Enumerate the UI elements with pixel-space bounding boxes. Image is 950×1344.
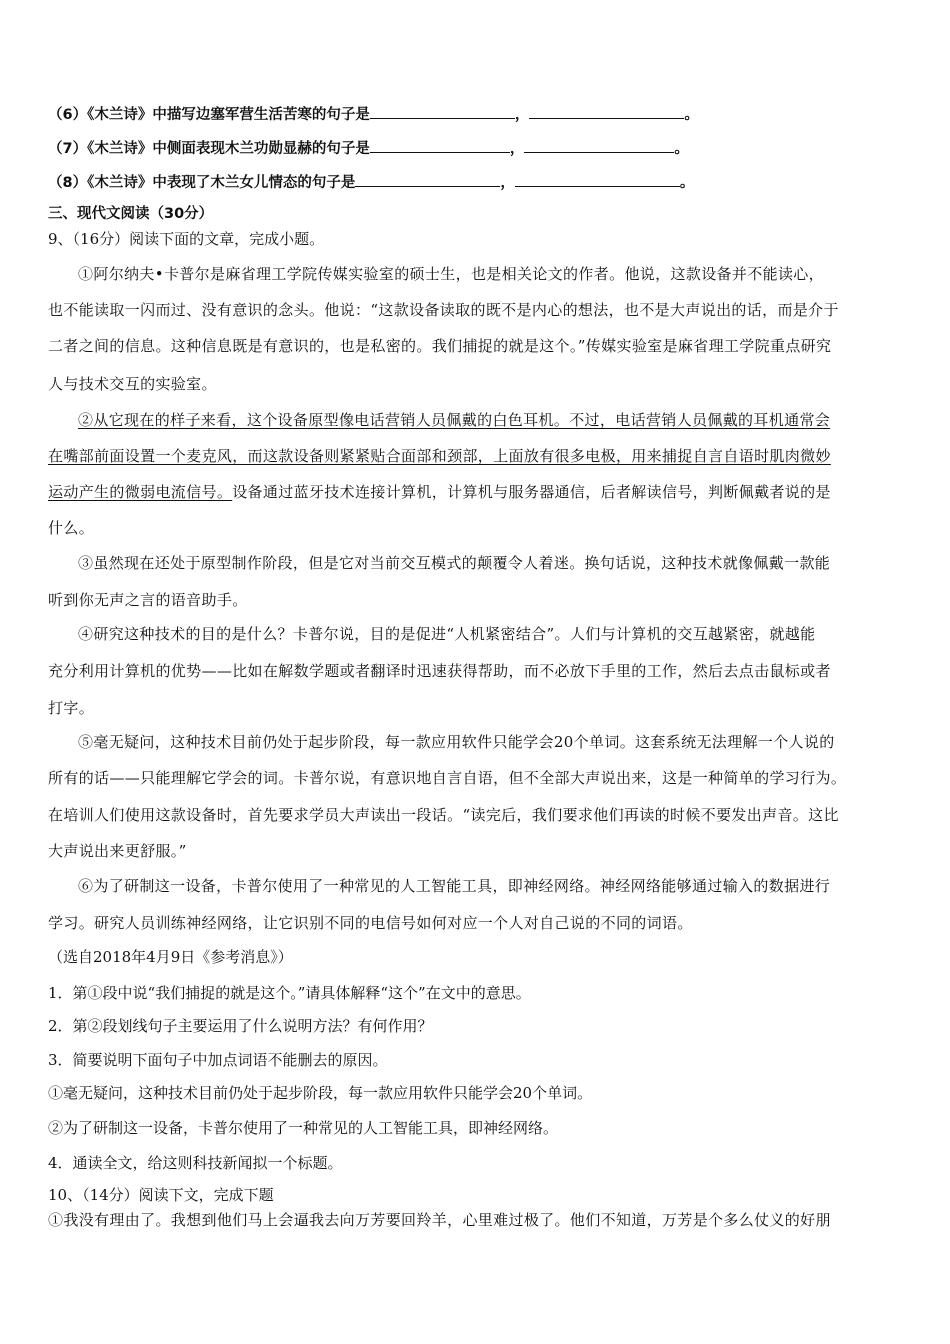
fill-question-text: （6）《木兰诗》中描写边塞军营生活苦寒的句子是 (48, 107, 370, 123)
article-line: 听到你无声之言的语音助手。 (48, 591, 248, 609)
separator: ， (500, 175, 515, 191)
article-line: 学习。研究人员训练神经网络，让它识别不同的电信号如何对应一个人对自己说的不同的词语。 (48, 914, 693, 932)
article-line-rest: 设备通过蓝牙技术连接计算机，计算机与服务器通信，后者解读信号，判断佩戴者说的是 (232, 483, 831, 501)
article-line: ④研究这种技术的目的是什么？卡普尔说，目的是促进“人机紧密结合”。人们与计算机的交互越紧密，就越能 (78, 625, 816, 643)
article-line: ③虽然现在还处于原型制作阶段，但是它对当前交互模式的颠覆令人着迷。换句话说，这种技术就像佩戴一款能 (78, 554, 831, 572)
underlined-sentence: ②从它现在的样子来看，这个设备原型像电话营销人员佩戴的白色耳机。不过，电话营销人员佩戴的耳机通常会 (78, 411, 831, 429)
answer-blank[interactable] (370, 138, 510, 153)
underlined-sentence: 在嘴部前面设置一个麦克风，而这款设备则紧紧贴合面部和颈部，上面放有很多电极，用来捕捉自言自语时肌肉微妙 (48, 447, 831, 465)
terminator: 。 (674, 141, 689, 157)
fill-question-text: （7）《木兰诗》中侧面表现木兰功勋显赫的句子是 (48, 141, 370, 157)
fill-question-8 (48, 172, 694, 193)
article-source: （选自2018年4月9日《参考消息》） (48, 948, 293, 966)
subquestion-1: 1．第①段中说“我们捕捉的就是这个。”请具体解释“这个”在文中的意思。 (48, 984, 531, 1002)
article-line: 大声说出来更舒服。” (48, 842, 187, 860)
article-line: 充分利用计算机的优势——比如在解数学题或者翻译时迅速获得帮助，而不必放下手里的工作，然后去点击鼠标或者 (48, 662, 831, 680)
subquestion-3: 3．简要说明下面句子中加点词语不能删去的原因。 (48, 1051, 388, 1069)
answer-blank[interactable] (529, 104, 684, 119)
separator: ， (509, 141, 525, 157)
article-line: 什么。 (48, 519, 95, 537)
answer-blank[interactable] (524, 138, 674, 153)
article-line: 人与技术交互的实验室。 (48, 375, 217, 393)
article-line: 在培训人们使用这款设备时，首先要求学员大声读出一段话。“读完后，我们要求他们再读的时候不要发出声音。这比 (48, 806, 839, 824)
article-line: ⑥为了研制这一设备，卡普尔使用了一种常见的人工智能工具，即神经网络。神经网络能够通过输入的数据进行 (78, 877, 831, 895)
article-line: 也不能读取一闪而过、没有意识的念头。他说：“这款设备读取的既不是内心的想法，也不是大声说出的话，而是介于 (48, 301, 839, 319)
article-line (48, 482, 831, 502)
subquestion-3-sentence-2: ②为了研制这一设备，卡普尔使用了一种常见的人工智能工具，即神经网络。 (48, 1119, 559, 1137)
terminator: 。 (684, 107, 699, 123)
fill-question-text: （8）《木兰诗》中表现了木兰女儿情态的句子是 (48, 175, 356, 191)
answer-blank[interactable] (370, 104, 515, 119)
answer-blank[interactable] (355, 172, 500, 187)
fill-question-6 (48, 104, 699, 125)
subquestion-3-sentence-1: ①毫无疑问，这种技术目前仍处于起步阶段，每一款应用软件只能学会20个单词。 (48, 1084, 593, 1102)
section-title: 三、现代文阅读（30分） (48, 206, 214, 222)
separator: ， (514, 107, 530, 123)
fill-question-7 (48, 138, 689, 159)
subquestion-2: 2．第②段划线句子主要运用了什么说明方法？有何作用？ (48, 1017, 433, 1035)
answer-blank[interactable] (515, 172, 680, 187)
article-line: 所有的话——只能理解它学会的词。卡普尔说，有意识地自言自语，但不全部大声说出来，这是一种简单的学习行为。 (48, 769, 847, 787)
terminator: 。 (679, 175, 695, 191)
subquestion-4: 4．通读全文，给这则科技新闻拟一个标题。 (48, 1154, 343, 1172)
article-line: 打字。 (48, 699, 95, 717)
article-line: ①我没有理由了。我想到他们马上会逼我去向万芳要回羚羊，心里难过极了。他们不知道，万芳是个多么仗义的好朋 (48, 1211, 831, 1229)
article-line: 二者之间的信息。这种信息既是有意识的，也是私密的。我们捕捉的就是这个。”传媒实验室是麻省理工学院重点研究 (48, 337, 832, 355)
article-line: ①阿尔纳夫•卡普尔是麻省理工学院传媒实验室的硕士生，也是相关论文的作者。他说，这款设备并不能读心， (78, 265, 825, 283)
article-line: ⑤毫无疑问，这种技术目前仍处于起步阶段，每一款应用软件只能学会20个单词。这套系统无法理解一个人说的 (78, 733, 835, 751)
underlined-sentence: 运动产生的微弱电流信号。 (48, 483, 233, 501)
question-10-intro: 10、（14分）阅读下文，完成下题 (48, 1186, 274, 1204)
question-9-intro: 9、（16分）阅读下面的文章，完成小题。 (48, 230, 325, 248)
